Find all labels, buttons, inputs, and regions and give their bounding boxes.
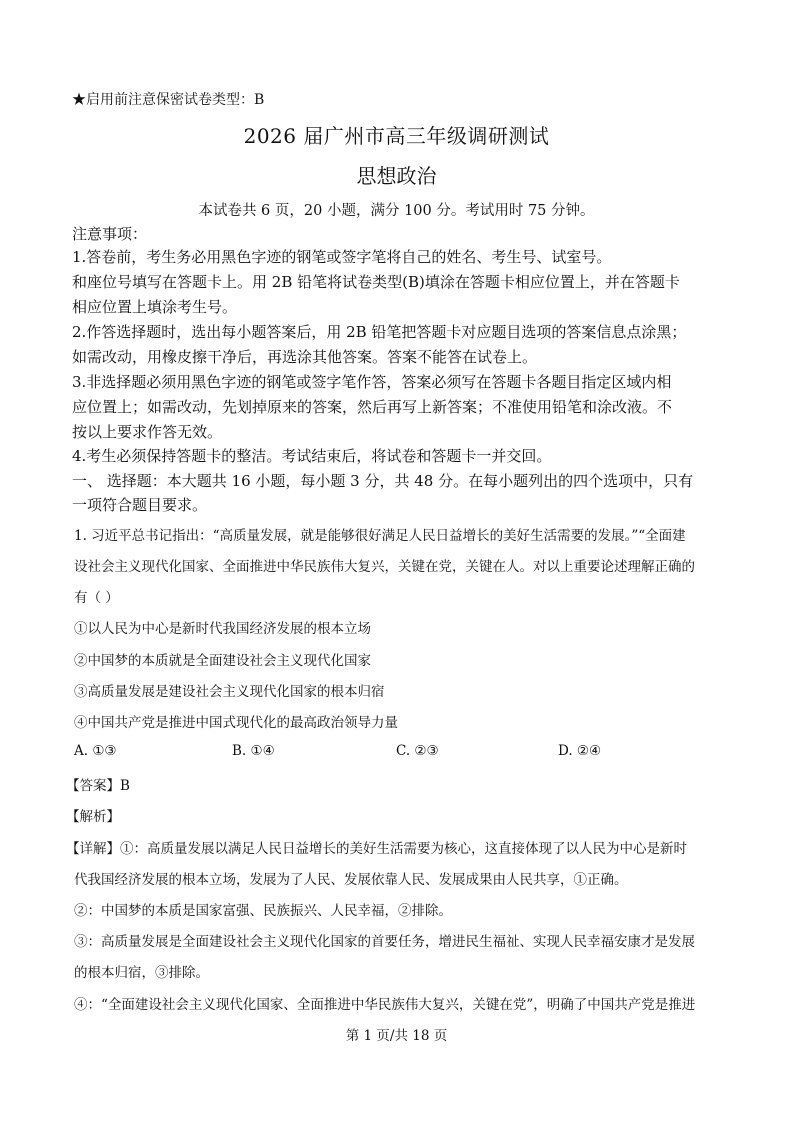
- section-heading: 一、 选择题：本大题共 16 小题，每小题 3 分，共 48 分。在每小题列出的四个选项中，只有: [72, 472, 694, 490]
- statement-item: ③高质量发展是建设社会主义现代化国家的根本归宿: [74, 684, 385, 700]
- notice-line: 2.作答选择题时，选出每小题答案后，用 2B 铅笔把答题卡对应题目选项的答案信息点涂黑；: [72, 323, 687, 341]
- section-heading: 一项符合题目要求。: [72, 496, 208, 514]
- page-title: 2026 届广州市高三年级调研测试: [243, 124, 550, 148]
- notice-line: 3.非选择题必须用黑色字迹的钢笔或签字笔作答，答案必须写在答题卡各题目指定区域内相: [72, 373, 672, 391]
- option-b: B. ①④: [232, 743, 275, 759]
- notice-line: 4.考生必须保持答题卡的整洁。考试结束后，将试卷和答题卡一并交回。: [72, 447, 552, 465]
- notice-line: 相应位置上填涂考生号。: [72, 298, 238, 316]
- analysis-line: 【详解】①：高质量发展以满足人民日益增长的美好生活需要为核心，这直接体现了以人民为中心是新时: [66, 841, 687, 857]
- analysis-line: 代我国经济发展的根本立场，发展为了人民、发展依靠人民、发展成果由人民共享，①正确。: [74, 872, 628, 888]
- statement-item: ④中国共产党是推进中国式现代化的最高政治领导力量: [74, 715, 398, 731]
- subject-title: 思想政治: [356, 164, 437, 188]
- analysis-line: ②：中国梦的本质是国家富强、民族振兴、人民幸福，②排除。: [74, 903, 452, 919]
- exam-info: 本试卷共 6 页，20 小题，满分 100 分。考试用时 75 分钟。: [198, 203, 595, 219]
- secret-note: ★启用前注意保密试卷类型：B: [72, 92, 265, 108]
- notice-line: 1.答卷前，考生务必用黑色字迹的钢笔或签字笔将自己的姓名、考生号、试室号。: [72, 248, 612, 266]
- option-c: C. ②③: [396, 743, 439, 759]
- option-a: A. ①③: [74, 743, 117, 759]
- option-d: D. ②④: [558, 743, 602, 759]
- analysis-line: ④：“全面建设社会主义现代化国家、全面推进中华民族伟大复兴，关键在党”，明确了中国共产党是推进: [74, 997, 696, 1013]
- page-number: 第 1 页/共 18 页: [345, 1028, 448, 1044]
- notice-line: 按以上要求作答无效。: [72, 423, 223, 441]
- question-stem: 设社会主义现代化国家、全面推进中华民族伟大复兴，关键在党，关键在人。对以上重要论述理解正确的: [74, 559, 695, 575]
- analysis-heading: 【解析】: [66, 809, 120, 825]
- notice-line: 应位置上；如需改动，先划掉原来的答案，然后再写上新答案；不准使用铅笔和涂改液。不: [72, 398, 673, 416]
- notice-line: 如需改动，用橡皮擦干净后，再选涂其他答案。答案不能答在试卷上。: [72, 348, 538, 366]
- notice-line: 和座位号填写在答题卡上。用 2B 铅笔将试卷类型(B)填涂在答题卡相应位置上，并在答题卡: [72, 273, 680, 291]
- question-stem: 有（ ）: [74, 590, 119, 606]
- statement-item: ②中国梦的本质就是全面建设社会主义现代化国家: [74, 653, 371, 669]
- analysis-line: 的根本归宿，③排除。: [74, 965, 209, 981]
- analysis-line: ③：高质量发展是全面建设社会主义现代化国家的首要任务，增进民生福祉、实现人民幸福安康才是发展: [74, 934, 695, 950]
- statement-item: ①以人民为中心是新时代我国经济发展的根本立场: [74, 621, 371, 637]
- answer-label: 【答案】B: [66, 778, 130, 794]
- question-stem: 1. 习近平总书记指出：“高质量发展，就是能够很好满足人民日益增长的美好生活需要的发展。”“全面建: [74, 528, 686, 544]
- notice-heading: 注意事项：: [72, 225, 148, 243]
